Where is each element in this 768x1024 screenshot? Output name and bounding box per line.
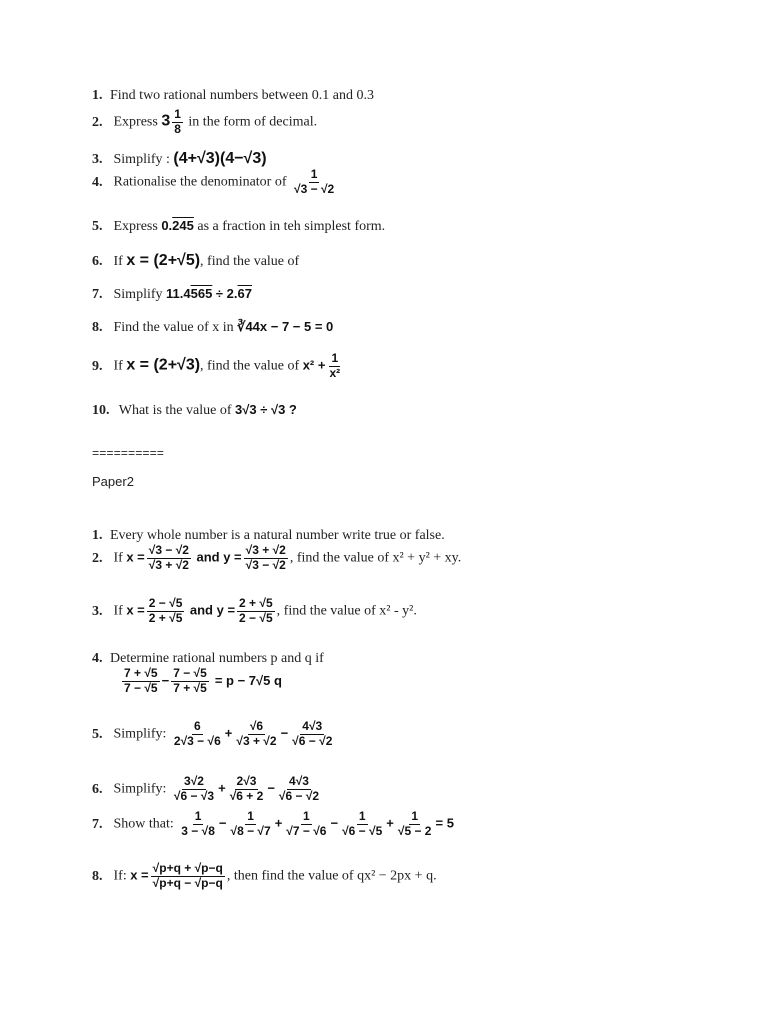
fraction: $\frac{7 - √5}{7 + √5}$ bbox=[173, 666, 207, 695]
fraction: $\frac{1}{√7 - √6}$ bbox=[286, 809, 327, 838]
fraction: $\frac{6}{2√3 - √6}$ bbox=[173, 719, 221, 748]
p2-question-7: 7. Show that: $\frac{1}{3 - √8}$ − $\frac{1}{√8 - √7}$ + $\frac{1}{√7 - √6}$ − $\frac{1}{√6 - √5}$ + $\frac{1}{√5 - 2}$ = 5 bbox=[92, 809, 454, 838]
fraction: $\frac{√p+q + √p-q}{√p+q - √p-q}$ bbox=[152, 861, 223, 890]
question-4: 4. Rationalise the denominator of $\frac{1}{√3 - √2}$ bbox=[92, 167, 335, 196]
question-7: 7. Simplify 11.4565 ÷ 2.67 bbox=[92, 286, 252, 302]
fraction: $\frac{√3 - √2}{√3 + √2}$ bbox=[148, 543, 189, 572]
fraction: $\frac{2√3}{√6 + 2}$ bbox=[229, 774, 264, 803]
fraction: $\frac{4√3}{√6 - √2}$ bbox=[278, 774, 320, 803]
p2-question-1: 1. Every whole number is a natural number write true or false. bbox=[92, 528, 445, 543]
mixed-fraction: $\frac{1}{8}$ bbox=[174, 107, 181, 136]
separator-line: ========== bbox=[92, 447, 165, 461]
question-10: 10. What is the value of 3√3 ÷ √3 ? bbox=[92, 402, 297, 418]
p2-question-4-equation: $\frac{7 + √5}{7 - √5}$ − $\frac{7 - √5}{7 + √5}$ = p − 7√5 q bbox=[124, 666, 282, 695]
fraction: $\frac{1}{3 - √8}$ bbox=[181, 809, 215, 838]
p2-question-5: 5. Simplify: $\frac{6}{2√3 - √6}$ + $\frac{√6}{√3 + √2}$ − $\frac{4√3}{√6 - √2}$ bbox=[92, 719, 333, 748]
p2-question-4: 4. Determine rational numbers p and q if bbox=[92, 651, 324, 666]
question-1: 1. Find two rational numbers between 0.1 and 0.3 bbox=[92, 88, 375, 103]
fraction: $\frac{1}{√6 - √5}$ bbox=[342, 809, 383, 838]
fraction: $\frac{1}{√3 - √2}$ bbox=[294, 167, 335, 196]
fraction: $\frac{1}{\text{x²}}$ bbox=[329, 351, 341, 380]
fraction: $\frac{√6}{√3 + √2}$ bbox=[236, 719, 277, 748]
fraction: $\frac{4√3}{√6 - √2}$ bbox=[292, 719, 333, 748]
question-9: 9. If x = (2+√3), find the value of x² + $\frac{1}{\text{x²}}$ bbox=[92, 351, 341, 380]
question-2: 2. Express 3 $\frac{1}{8}$ in the form of decimal. bbox=[92, 107, 318, 136]
fraction: $\frac{2 - √5}{2 + √5}$ bbox=[148, 596, 183, 625]
fraction: $\frac{1}{√5 - 2}$ bbox=[397, 809, 432, 838]
question-5: 5. Express 0.245 as a fraction in teh simplest form. bbox=[92, 218, 386, 234]
question-8: 8. Find the value of x in ∛44x − 7 − 5 = 0 bbox=[92, 319, 334, 335]
p2-question-3: 3. If x = $\frac{2 - √5}{2 + √5}$ and y = $\frac{2 + √5}{2 - √5}$ , find the value of x² - y². bbox=[92, 596, 417, 625]
question-3: 3. Simplify : (4+√3)(4−√3) bbox=[92, 150, 267, 167]
section-heading: Paper2 bbox=[92, 474, 134, 489]
p2-question-8: 8. If: x = $\frac{√p+q + √p-q}{√p+q - √p-q}$ , then find the value of qx² − 2px + q. bbox=[92, 861, 437, 890]
fraction: $\frac{2 + √5}{2 - √5}$ bbox=[239, 596, 273, 625]
fraction: $\frac{√3 + √2}{√3 - √2}$ bbox=[245, 543, 286, 572]
fraction: $\frac{1}{√8 - √7}$ bbox=[230, 809, 271, 838]
p2-question-2: 2. If x = $\frac{√3 - √2}{√3 + √2}$ and y = $\frac{√3 + √2}{√3 - √2}$ , find the value of x² + y² + xy. bbox=[92, 543, 462, 572]
fraction: $\frac{7 + √5}{7 - √5}$ bbox=[124, 666, 158, 695]
p2-question-6: 6. Simplify: $\frac{3√2}{√6 - √3}$ + $\frac{2√3}{√6 + 2}$ − $\frac{4√3}{√6 - √2}$ bbox=[92, 774, 320, 803]
fraction: $\frac{3√2}{√6 - √3}$ bbox=[173, 774, 215, 803]
question-6: 6. If x = (2+√5), find the value of bbox=[92, 252, 300, 269]
